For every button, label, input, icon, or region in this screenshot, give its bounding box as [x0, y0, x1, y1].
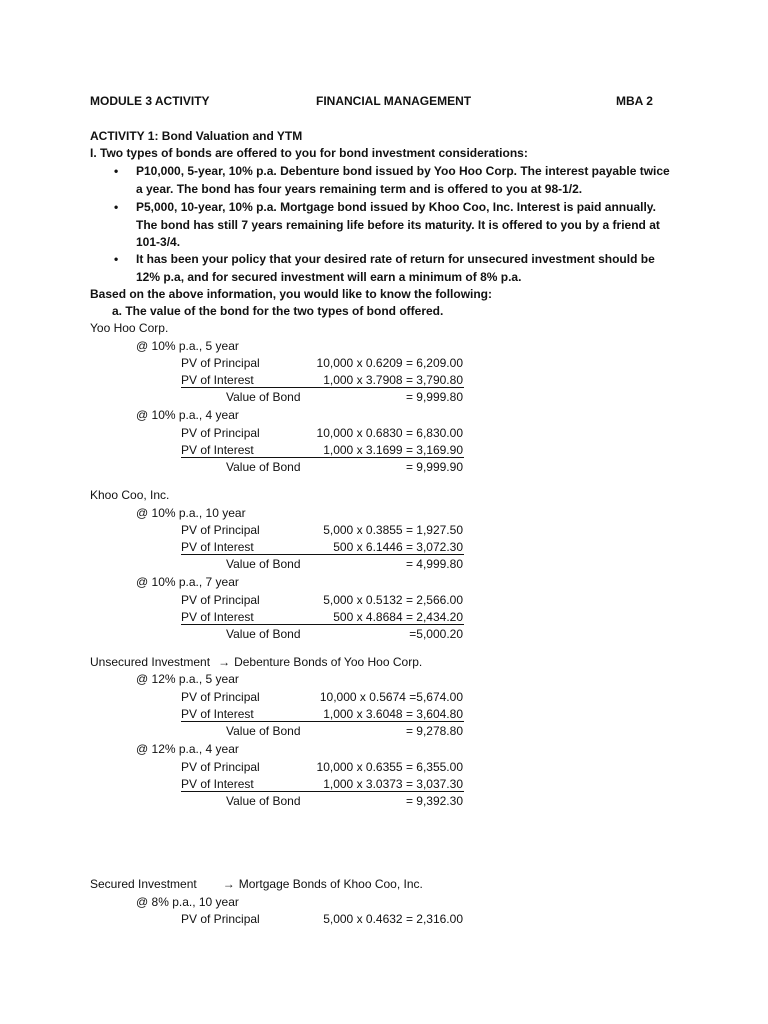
- bullet-3: It has been your policy that your desired rate of return for unsecured investment should be 12% p.a, and for secured investment will earn a minimum of 8% p.a.: [136, 252, 655, 284]
- activity-title: ACTIVITY 1: Bond Valuation and YTM: [90, 129, 303, 143]
- section-title-yoo-hoo: Yoo Hoo Corp.: [90, 321, 169, 335]
- block-heading: @ 10% p.a., 5 year: [136, 339, 239, 353]
- underline-rule: [181, 387, 464, 388]
- based-on-text: Based on the above information, you would like to know the following:: [90, 287, 493, 301]
- arrow-right-icon: →: [222, 877, 235, 891]
- underline-rule: [181, 721, 464, 722]
- intro-text: I. Two types of bonds are offered to you for bond investment considerations:: [90, 146, 528, 160]
- block-heading: @ 12% p.a., 5 year: [136, 672, 239, 686]
- bullet-dot: •: [114, 164, 119, 178]
- section-title-secured: Secured Investment → Mortgage Bonds of Khoo Coo, Inc.: [90, 877, 423, 891]
- underline-rule: [181, 624, 464, 625]
- block-heading: @ 8% p.a., 10 year: [136, 895, 239, 909]
- block-heading: @ 12% p.a., 4 year: [136, 742, 239, 756]
- header-module: MODULE 3 ACTIVITY: [90, 94, 210, 108]
- underline-rule: [181, 791, 464, 792]
- block-heading: @ 10% p.a., 7 year: [136, 575, 239, 589]
- block-heading: @ 10% p.a., 4 year: [136, 408, 239, 422]
- bullet-2: P5,000, 10-year, 10% p.a. Mortgage bond issued by Khoo Coo, Inc. Interest is paid annually. The bond has still 7 years remaining life before its maturity. It is offered to you by a friend at 101-3/4.: [136, 200, 660, 249]
- header-class: MBA 2: [616, 94, 653, 108]
- section-title-khoo-coo: Khoo Coo, Inc.: [90, 488, 170, 502]
- document-page: MODULE 3 ACTIVITY FINANCIAL MANAGEMENT MBA 2 ACTIVITY 1: Bond Valuation and YTM I. Two types of bonds are offered to you for bond investment considerations: • P10,000, 5-year, 10% p.a. Debenture bond issued by Yoo Hoo Corp. The interest payable twice a year. The bond has four years remaining term and is offered to you at 98-1/2. • P5,000, 10-year, 10% p.a. Mortgage bond issued by Khoo Coo, Inc. Interest is paid annually. The bond has still 7 years remaining life before its maturity. It is offered to you by a friend at 101-3/4. • It has been your policy that your desired rate of return for unsecured investment should be 12% p.a, and for secured investment will earn a minimum of 8% p.a. Based on the above information, you would like to know the following: a. The value of the bond for the two types of bond offered. Yoo Hoo Corp. @ 10% p.a., 5 year PV of Principal 10,000 x 0.6209 = 6,209.00 PV of Interest 1,000 x 3.7908 = 3,790.80 Value of Bond = 9,999.80 @ 10% p.a., 4 year PV of Principal 10,000 x 0.6830 = 6,830.00 PV of Interest 1,000 x 3.1699 = 3,169.90 Value of Bond = 9,999.90 Khoo Coo, Inc. @ 10% p.a., 10 year PV of Principal 5,000 x 0.3855 = 1,927.50 PV of Interest 500 x 6.1446 = 3,072.30 Value of Bond = 4,999.80 @ 10% p.a., 7 year PV of Principal 5,000 x 0.5132 = 2,566.00 PV of Interest 500 x 4.8684 = 2,434.20 Value of Bond =5,000.20 Unsecured Investment → Debenture Bonds of Yoo Hoo Corp. @ 12% p.a., 5 year PV of Principal 10,000 x 0.5674 =5,674.00 PV of Interest 1,000 x 3.6048 = 3,604.80 Value of Bond = 9,278.80 @ 12% p.a., 4 year PV of Principal 10,000 x 0.6355 = 6,355.00 PV of Interest 1,000 x 3.0373 = 3,037.30 Value of Bond = 9,392.30 Secured Investment → Mortgage Bonds of Khoo Coo, Inc. @ 8% p.a., 10 year PV of Principal 5,000 x 0.4632 = 2,316.00: [0, 0, 768, 1024]
- arrow-right-icon: →: [218, 655, 231, 669]
- bullet-dot: •: [114, 200, 119, 214]
- section-title-unsecured: Unsecured Investment → Debenture Bonds of Yoo Hoo Corp.: [90, 655, 423, 669]
- bullet-1: P10,000, 5-year, 10% p.a. Debenture bond issued by Yoo Hoo Corp. The interest payable twice a year. The bond has four years remaining term and is offered to you at 98-1/2.: [136, 164, 670, 196]
- header-course: FINANCIAL MANAGEMENT: [316, 94, 472, 108]
- underline-rule: [181, 554, 464, 555]
- underline-rule: [181, 457, 464, 458]
- bullet-dot: •: [114, 252, 119, 266]
- block-heading: @ 10% p.a., 10 year: [136, 506, 246, 520]
- question-a: a. The value of the bond for the two types of bond offered.: [112, 304, 444, 318]
